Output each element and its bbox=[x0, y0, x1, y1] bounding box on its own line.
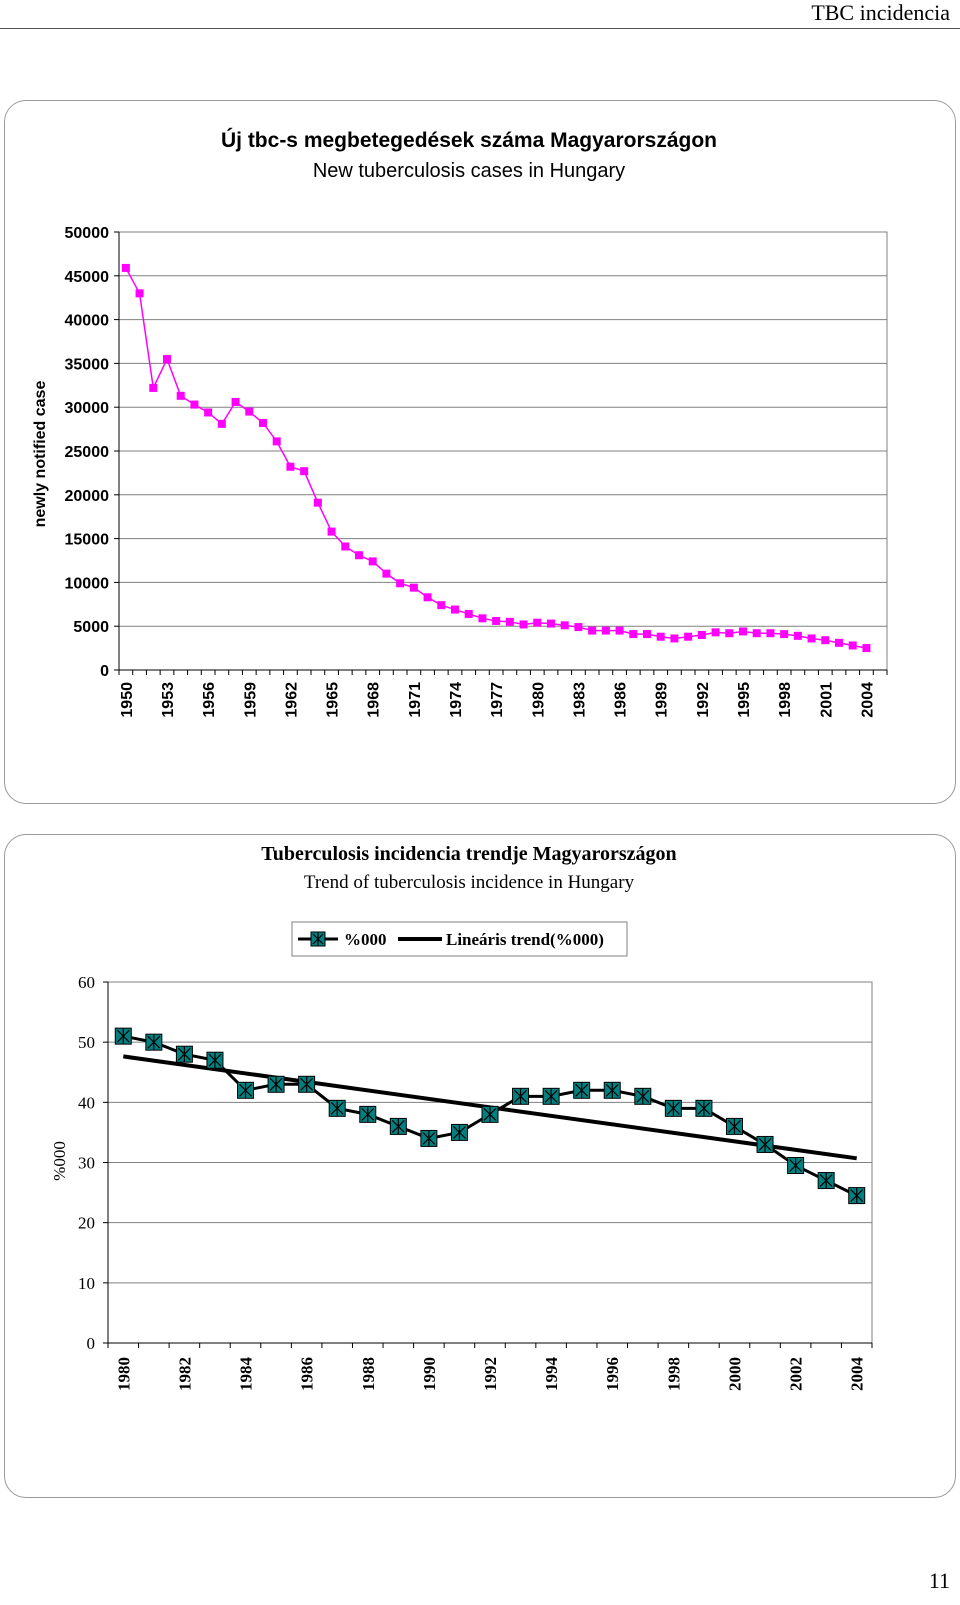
x-tick-label: 1992 bbox=[481, 1357, 500, 1391]
x-tick-label: 1982 bbox=[175, 1357, 195, 1391]
data-point bbox=[753, 629, 761, 637]
data-point bbox=[574, 623, 582, 631]
chart-subtitle: New tuberculosis cases in Hungary bbox=[312, 160, 626, 182]
y-tick-label: 45000 bbox=[64, 268, 109, 286]
x-tick-label: 1950 bbox=[118, 682, 136, 718]
data-point bbox=[506, 618, 514, 626]
chart-panel-cases bbox=[4, 100, 956, 804]
data-point bbox=[794, 632, 802, 640]
data-point bbox=[136, 289, 144, 297]
data-point bbox=[424, 593, 432, 601]
data-point bbox=[232, 398, 240, 406]
y-tick-label: 0 bbox=[86, 1334, 95, 1353]
y-tick-label: 20000 bbox=[64, 487, 109, 505]
data-point bbox=[382, 570, 390, 578]
chart-subtitle: Trend of tuberculosis incidence in Hungary bbox=[303, 872, 635, 893]
x-tick-label: 1953 bbox=[160, 682, 177, 718]
x-tick-label: 1990 bbox=[419, 1357, 439, 1391]
data-point bbox=[643, 630, 651, 638]
y-tick-label: 20 bbox=[78, 1213, 95, 1233]
y-tick-label: 25000 bbox=[64, 444, 109, 461]
data-point bbox=[190, 401, 198, 409]
data-point bbox=[698, 631, 706, 639]
data-point bbox=[835, 639, 843, 647]
page-header-title: TBC incidencia bbox=[811, 0, 950, 25]
x-tick-label: 1989 bbox=[653, 682, 671, 718]
data-point bbox=[286, 463, 294, 471]
y-tick-label: 0 bbox=[100, 663, 109, 680]
page-number: 11 bbox=[928, 1568, 950, 1593]
x-tick-label: 1984 bbox=[236, 1357, 256, 1391]
data-point bbox=[588, 627, 596, 635]
data-point bbox=[629, 630, 637, 638]
data-point bbox=[218, 420, 226, 428]
x-tick-label: 1995 bbox=[736, 682, 753, 718]
data-point bbox=[437, 601, 445, 609]
data-point bbox=[478, 614, 486, 622]
x-tick-label: 2004 bbox=[859, 682, 877, 718]
data-point bbox=[602, 627, 610, 635]
data-point bbox=[410, 584, 418, 592]
data-point bbox=[766, 629, 774, 637]
data-point bbox=[780, 630, 788, 638]
data-point bbox=[616, 627, 624, 635]
y-tick-label: 50 bbox=[78, 1033, 95, 1053]
data-point bbox=[465, 610, 473, 618]
x-tick-label: 2004 bbox=[847, 1357, 867, 1391]
x-tick-label: 1965 bbox=[324, 682, 342, 718]
header-divider bbox=[0, 28, 960, 29]
x-tick-label: 1998 bbox=[777, 682, 795, 718]
y-tick-label: 10 bbox=[78, 1273, 95, 1293]
data-point bbox=[547, 620, 555, 628]
data-point bbox=[369, 557, 377, 565]
x-tick-label: 1962 bbox=[283, 682, 301, 718]
data-point bbox=[739, 627, 747, 635]
x-tick-label: 1974 bbox=[448, 682, 465, 718]
data-point bbox=[122, 264, 130, 272]
data-point bbox=[163, 355, 171, 363]
legend-label-trend: Lineáris trend(%000) bbox=[446, 930, 604, 949]
y-tick-label: 35000 bbox=[64, 356, 109, 374]
trend-chart bbox=[5, 835, 955, 1497]
x-tick-label: 1988 bbox=[358, 1357, 378, 1391]
data-point bbox=[396, 579, 404, 587]
data-point bbox=[259, 419, 267, 427]
data-point bbox=[204, 408, 212, 416]
data-point bbox=[657, 633, 665, 641]
data-point bbox=[149, 384, 157, 392]
y-tick-label: 30000 bbox=[64, 400, 109, 418]
data-point bbox=[245, 408, 253, 416]
x-tick-label: 1977 bbox=[489, 682, 507, 718]
data-point bbox=[684, 633, 692, 641]
data-point bbox=[273, 437, 281, 445]
y-axis-label: newly notified case bbox=[32, 380, 49, 528]
y-tick-label: 40000 bbox=[64, 312, 109, 330]
x-tick-label: 1980 bbox=[114, 1357, 134, 1391]
data-point bbox=[177, 392, 185, 400]
x-tick-label: 1992 bbox=[694, 682, 712, 718]
data-point bbox=[670, 634, 678, 642]
data-point bbox=[341, 542, 349, 550]
data-point bbox=[808, 634, 816, 642]
data-point bbox=[849, 641, 857, 649]
legend-label-series: %000 bbox=[344, 930, 387, 949]
y-axis-label: %000 bbox=[50, 1141, 69, 1181]
y-tick-label: 30 bbox=[78, 1153, 95, 1173]
data-point bbox=[712, 628, 720, 636]
data-point bbox=[561, 621, 569, 629]
data-point bbox=[533, 619, 541, 627]
x-tick-label: 1968 bbox=[365, 682, 383, 718]
x-tick-label: 1986 bbox=[612, 682, 630, 718]
x-tick-label: 1956 bbox=[201, 682, 219, 718]
y-tick-label: 5000 bbox=[73, 619, 109, 637]
data-point bbox=[451, 606, 459, 614]
x-tick-label: 1998 bbox=[664, 1357, 684, 1391]
x-tick-label: 2001 bbox=[818, 682, 836, 718]
data-point bbox=[328, 528, 336, 536]
data-point bbox=[725, 629, 733, 637]
x-tick-label: 1996 bbox=[603, 1357, 623, 1391]
data-point bbox=[314, 499, 322, 507]
data-point bbox=[300, 467, 308, 475]
y-tick-label: 40 bbox=[78, 1093, 95, 1113]
y-tick-label: 50000 bbox=[64, 225, 109, 242]
x-tick-label: 1971 bbox=[406, 682, 424, 718]
data-point bbox=[520, 620, 528, 628]
x-tick-label: 2000 bbox=[725, 1357, 745, 1391]
data-point bbox=[355, 551, 363, 559]
y-tick-label: 15000 bbox=[64, 531, 109, 549]
x-tick-label: 1986 bbox=[297, 1357, 317, 1391]
y-tick-label: 10000 bbox=[64, 575, 109, 593]
data-point bbox=[862, 644, 870, 652]
data-point bbox=[821, 636, 829, 644]
chart-title: Új tbc-s megbetegedések száma Magyarországon bbox=[220, 129, 718, 152]
y-tick-label: 60 bbox=[78, 973, 95, 992]
chart-title: Tuberculosis incidencia trendje Magyarországon bbox=[261, 843, 677, 865]
x-tick-label: 1959 bbox=[242, 682, 260, 718]
data-point bbox=[492, 617, 500, 625]
x-tick-label: 1983 bbox=[571, 682, 589, 718]
cases-chart bbox=[5, 101, 955, 803]
chart-panel-trend bbox=[4, 834, 956, 1498]
x-tick-label: 2002 bbox=[786, 1357, 806, 1391]
x-tick-label: 1994 bbox=[542, 1357, 562, 1391]
x-tick-label: 1980 bbox=[530, 682, 548, 718]
